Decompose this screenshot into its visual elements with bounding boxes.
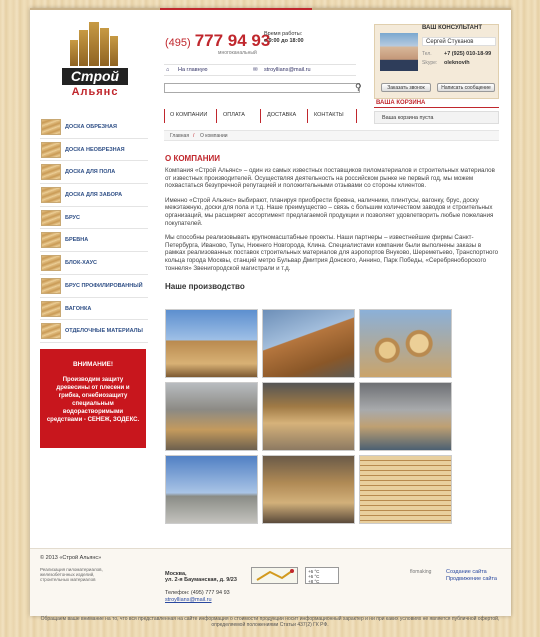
- legal-disclaimer: Обращаем ваше внимание на то, что вся представленная на сайте информация о стоимости продукции носит информационный характер и ни при каких условиях не является публичной офертой, определяемой положениями Статьи 437(2) ГК РФ.: [40, 616, 500, 628]
- footer-copyright: © 2013 «Строй Альянс»: [40, 555, 102, 561]
- footer-city: Москва,: [165, 571, 187, 577]
- nav-item-contacts[interactable]: КОНТАКТЫ: [314, 112, 344, 118]
- header-links: [164, 64, 356, 76]
- gallery-photo[interactable]: [359, 309, 452, 378]
- content-paragraph-3: Мы способны реализовывать крупномасштабные проекты. Наши партнеры – известнейшие фирмы Санкт-Петербурга, Иваново, Тулы, Нижнего Новгорода, Клина. Специалистами компании были выполнены заказы в рамках реализованных поставок строительных материалов для аэропортов Внуково, Шереметьево, Транспортного кольца города Москвы, станций метро Бульвар Дмитрия Донского, Аннино, Парк Победы, «Серебряноборского тоннеля» Звенигородской магистрали и т.д.: [165, 234, 499, 272]
- breadcrumb: [164, 130, 499, 141]
- mail-icon: ✉: [253, 67, 258, 73]
- cart-status[interactable]: Ваша корзина пуста: [374, 111, 499, 124]
- footer-description: Реализация пиломатериалов, железобетонных изделий, строительных материалов: [40, 567, 103, 582]
- nav-item-delivery[interactable]: ДОСТАВКА: [267, 112, 297, 118]
- production-gallery: [165, 309, 496, 553]
- content-paragraph-2: Именно «Строй Альянс» выбирают, планируя приобрести бревна, наличники, плинтусы, вагонку, брус, доску межэтажную, доски для пола и т.д. Наше преимущество – связь с большим количеством заводов и строительных организаций, мы расширяет ассортимент предлагаемой продукции и позволяет удовлетворить любые пожелания покупателей.: [165, 196, 494, 227]
- gallery-photo[interactable]: [359, 455, 452, 524]
- header-phone: [165, 31, 271, 56]
- top-accent-line: [30, 8, 511, 10]
- map-route-icon: [252, 568, 297, 583]
- cart-title: ВАША КОРЗИНА: [374, 100, 499, 108]
- gallery-photo[interactable]: [262, 382, 355, 451]
- category-thumbnail: [41, 187, 61, 203]
- logo-text-main: Строй: [62, 68, 128, 85]
- breadcrumb-separator-icon: /: [193, 133, 195, 139]
- sidebar-item-finishing[interactable]: ОТДЕЛОЧНЫЕ МАТЕРИАЛЫ: [40, 320, 148, 343]
- sidebar-item-lining[interactable]: ВАГОНКА: [40, 298, 148, 321]
- site-logo[interactable]: [62, 22, 128, 106]
- phone-number: 777 94 93: [194, 31, 271, 50]
- category-thumbnail: [41, 232, 61, 248]
- category-thumbnail: [41, 119, 61, 135]
- sidebar-item-floor-board[interactable]: ДОСКА ДЛЯ ПОЛА: [40, 161, 148, 184]
- category-thumbnail: [41, 323, 61, 339]
- footer-phone: Телефон: (495) 777 94 93: [165, 590, 230, 596]
- logo-buildings-icon: [70, 22, 120, 66]
- footer-address: [165, 571, 237, 583]
- search-icon[interactable]: ⚲: [355, 82, 362, 92]
- content-paragraph-1: Компания «Строй Альянс» – один из самых известных поставщиков пиломатериалов и строительных материалов от известных производителей. Осуществляя деятельность на российском рынке не первый год, мы можем похвастаться безупречной репутацией и положительными отзывами со стороны клиентов.: [165, 167, 495, 190]
- footer-email-link[interactable]: stroyllians@mail.ru: [165, 597, 212, 603]
- hours-label: Время работы:: [264, 31, 303, 37]
- map-widget[interactable]: [251, 567, 298, 584]
- consultant-avatar: [380, 33, 418, 71]
- email-link[interactable]: stroyllians@mail.ru: [264, 67, 311, 73]
- gallery-photo[interactable]: [165, 455, 258, 524]
- tel-label: Тел.: [422, 51, 432, 57]
- category-thumbnail: [41, 255, 61, 271]
- phone-code: (495): [165, 37, 191, 49]
- order-call-button[interactable]: Заказать звонок: [381, 83, 431, 92]
- category-thumbnail: [41, 210, 61, 226]
- developer-logo[interactable]: flomaking: [410, 569, 432, 575]
- production-title: Наше производство: [165, 282, 245, 292]
- logo-text-sub: Альянс: [71, 86, 119, 98]
- sidebar-item-unedged-board[interactable]: ДОСКА НЕОБРЕЗНАЯ: [40, 139, 148, 162]
- gallery-photo[interactable]: [262, 455, 355, 524]
- gallery-photo[interactable]: [262, 309, 355, 378]
- hours-value: с 9:00 до 18:00: [264, 38, 304, 44]
- notice-body: Производим защиту древесины от плесени и грибка, огнебиозащиту специальным водорастворимыми средствами - СЕНЕЖ, ЗОДЕКС.: [46, 377, 140, 423]
- notice-banner: [40, 349, 146, 448]
- main-nav: [164, 108, 374, 124]
- developer-links: [446, 569, 497, 583]
- breadcrumb-home[interactable]: Главная: [170, 133, 190, 139]
- sidebar-item-edged-board[interactable]: ДОСКА ОБРЕЗНАЯ: [40, 116, 148, 139]
- sidebar-item-logs[interactable]: БРЕВНА: [40, 229, 148, 252]
- sidebar-item-beam[interactable]: БРУС: [40, 207, 148, 230]
- sidebar-item-block-house[interactable]: БЛОК-ХАУС: [40, 252, 148, 275]
- search-input[interactable]: [164, 83, 360, 93]
- dev-link-promotion[interactable]: Продвижение сайта: [446, 576, 497, 582]
- nav-item-about[interactable]: О КОМПАНИИ: [170, 112, 208, 118]
- phone-subtitle: многоканальный: [218, 50, 257, 56]
- write-message-button[interactable]: Написать сообщение: [437, 83, 495, 92]
- main-content: [165, 154, 499, 291]
- nav-item-payment[interactable]: ОПЛАТА: [223, 112, 245, 118]
- category-sidebar: [40, 116, 148, 343]
- page-container: [30, 8, 511, 616]
- breadcrumb-current: О компании: [200, 133, 228, 139]
- consultant-skype[interactable]: oleknovih: [444, 60, 470, 66]
- footer-street: ул. 2-я Бауманская, д. 9/23: [165, 577, 237, 583]
- dev-link-creation[interactable]: Создание сайта: [446, 569, 487, 575]
- gallery-photo[interactable]: [359, 382, 452, 451]
- category-thumbnail: [41, 301, 61, 317]
- cart-panel: [374, 100, 499, 124]
- consultant-title: ВАШ КОНСУЛЬТАНТ: [422, 25, 483, 31]
- category-thumbnail: [41, 164, 61, 180]
- consultant-panel: [374, 24, 499, 99]
- sidebar-item-fence-board[interactable]: ДОСКА ДЛЯ ЗАБОРА: [40, 184, 148, 207]
- consultant-name: Сергей Стуканов: [422, 37, 496, 46]
- weather-widget[interactable]: +6 °C +6 °C +8 °C: [305, 567, 339, 584]
- page-title: О КОМПАНИИ: [165, 154, 221, 163]
- consultant-tel: +7 (925) 010-18-99: [444, 51, 492, 57]
- category-thumbnail: [41, 142, 61, 158]
- footer: [30, 548, 511, 616]
- home-icon: ⌂: [166, 67, 170, 73]
- home-link[interactable]: На главную: [178, 67, 208, 73]
- skype-label: Skype:: [422, 60, 438, 66]
- working-hours: [264, 31, 304, 45]
- gallery-photo[interactable]: [165, 382, 258, 451]
- category-thumbnail: [41, 278, 61, 294]
- sidebar-item-profiled-beam[interactable]: БРУС ПРОФИЛИРОВАННЫЙ: [40, 275, 148, 298]
- gallery-photo[interactable]: [165, 309, 258, 378]
- notice-title: ВНИМАНИЕ!: [72, 361, 114, 368]
